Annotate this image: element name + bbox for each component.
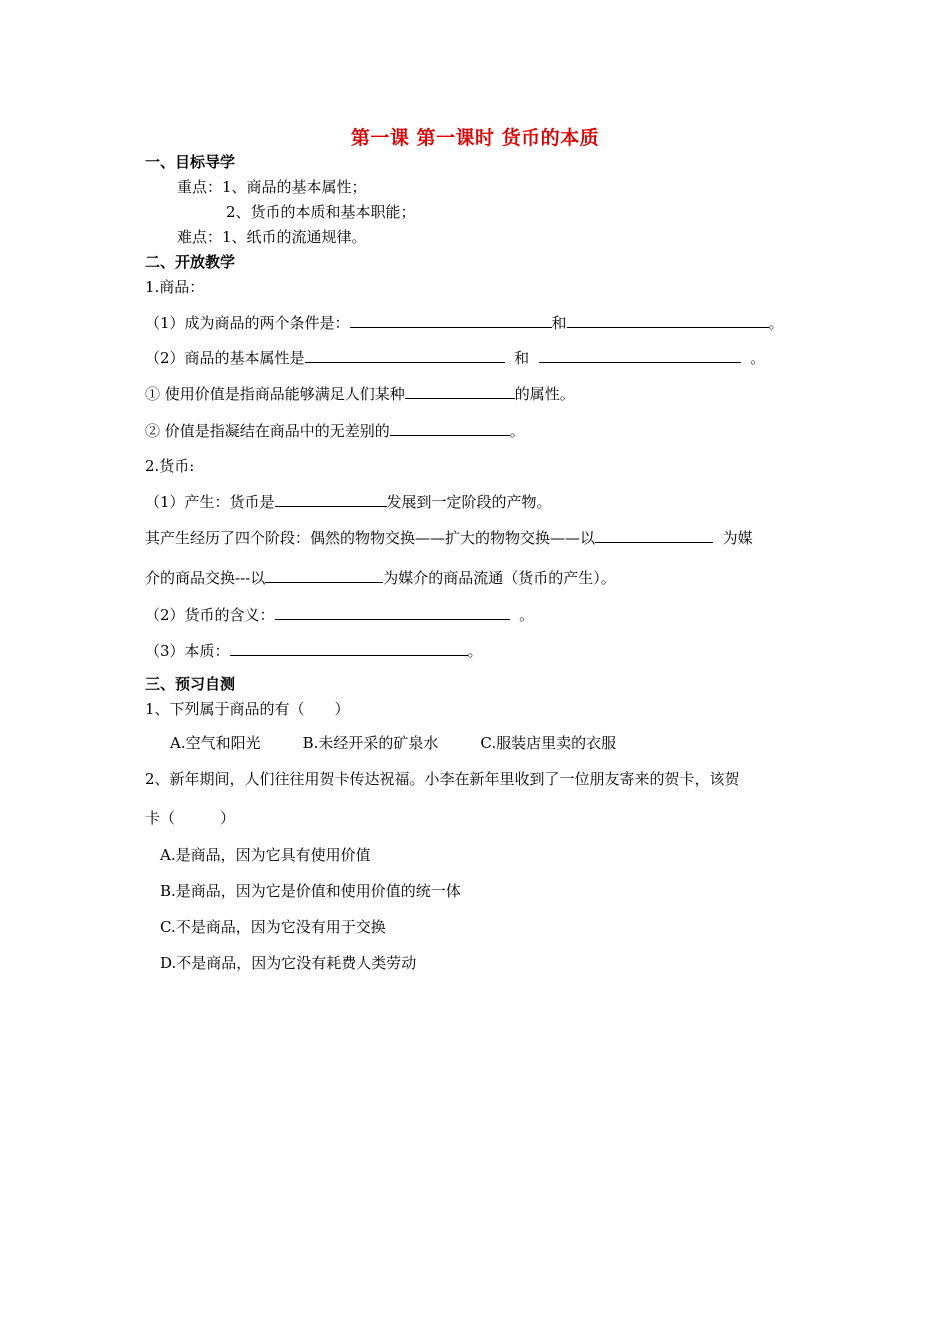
answer-blank [230, 641, 468, 656]
answer-blank [275, 605, 510, 620]
option-b: B.未经开采的矿泉水 [302, 734, 439, 752]
answer-blank [405, 384, 515, 399]
end-punct: 。 [519, 606, 535, 624]
question-2-line-1: 2、新年期间，人们往往用贺卡传达祝福。小李在新年里收到了一位朋友寄来的贺卡，该贺 [145, 770, 740, 788]
question-text: （1）产生：货币是 [145, 493, 275, 511]
end-punct: 。 [768, 314, 784, 332]
origin-line [145, 492, 552, 512]
meaning-line [145, 605, 534, 625]
option-c: C.服装店里卖的衣服 [480, 734, 617, 752]
end-punct: 。 [750, 349, 766, 367]
question-2-line-2: 卡（ ） [145, 809, 236, 827]
question-conditions [145, 313, 784, 333]
key-point-2: 2、货币的本质和基本职能； [226, 203, 416, 221]
question-text: ① 使用价值是指商品能够满足人们某种 [145, 385, 405, 403]
question-2-option-d: D.不是商品，因为它没有耗费人类劳动 [160, 954, 417, 972]
question-text: （2）货币的含义： [145, 606, 275, 624]
section-heading-selftest: 三、预习自测 [145, 675, 236, 693]
essence-line [145, 641, 483, 661]
question-1-options [170, 733, 616, 753]
answer-blank [390, 421, 510, 436]
connector-text: 和 [514, 349, 530, 367]
page-title: 第一课 第一课时 货币的本质 [350, 127, 600, 149]
question-2-option-c: C.不是商品，因为它没有用于交换 [160, 918, 386, 936]
difficult-point: 难点：1、纸币的流通规律。 [177, 228, 367, 246]
answer-blank [275, 492, 387, 507]
connector-text: 和 [551, 314, 567, 332]
question-text: 的属性。 [514, 385, 575, 403]
answer-blank [265, 568, 383, 583]
stages-line-1 [145, 528, 753, 548]
use-value-line [145, 384, 575, 404]
question-text: ② 价值是指凝结在商品中的无差别的 [145, 422, 390, 440]
section-heading-goals: 一、目标导学 [145, 153, 236, 171]
question-text: 其产生经历了四个阶段：偶然的物物交换——扩大的物物交换——以 [145, 529, 596, 547]
option-a: A.空气和阳光 [170, 734, 261, 752]
question-attributes [145, 348, 765, 368]
question-text: 为媒 [722, 529, 753, 547]
answer-blank [567, 313, 769, 328]
question-text: 为媒介的商品流通（货币的产生）。 [383, 569, 616, 587]
question-text: 发展到一定阶段的产物。 [386, 493, 552, 511]
goods-label: 1.商品： [145, 278, 205, 296]
question-2-option-b: B.是商品，因为它是价值和使用价值的统一体 [160, 882, 461, 900]
end-punct: 。 [467, 642, 483, 660]
answer-blank [305, 348, 505, 363]
question-2-option-a: A.是商品，因为它具有使用价值 [160, 846, 371, 864]
question-text: （3）本质： [145, 642, 230, 660]
value-line [145, 421, 525, 441]
question-text: （1）成为商品的两个条件是： [145, 314, 350, 332]
section-heading-teaching: 二、开放教学 [145, 253, 236, 271]
question-text: 介的商品交换---以 [145, 569, 266, 587]
answer-blank [350, 313, 552, 328]
answer-blank [595, 528, 713, 543]
key-point-1: 重点：1、商品的基本属性； [177, 178, 367, 196]
end-punct: 。 [509, 422, 525, 440]
stages-line-2 [145, 568, 616, 588]
question-1: 1、下列属于商品的有（ ） [145, 700, 350, 718]
question-text: （2）商品的基本属性是 [145, 349, 305, 367]
answer-blank [539, 348, 741, 363]
money-label: 2.货币: [145, 457, 195, 475]
